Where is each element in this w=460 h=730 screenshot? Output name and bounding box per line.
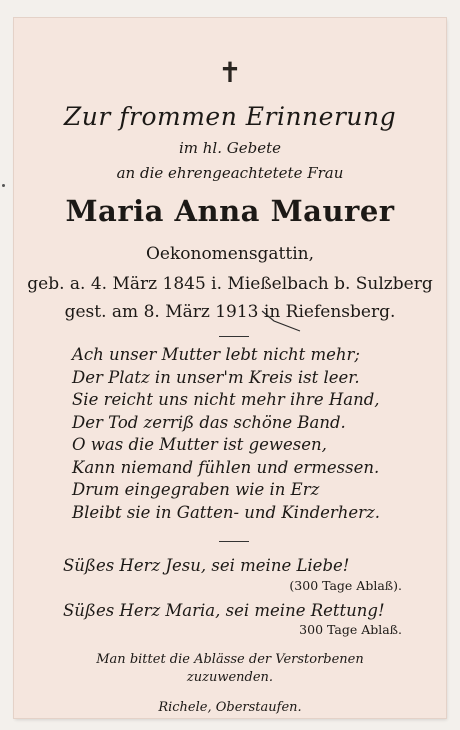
poem-line: Kann niemand fühlen und ermessen.	[72, 457, 380, 477]
dedication-line: an die ehrengeachtetete Frau	[116, 164, 344, 182]
paper-speck	[2, 184, 5, 187]
prayer-sacred-heart-mary: Süßes Herz Maria, sei meine Rettung!	[63, 601, 385, 620]
prayer-intro: im hl. Gebete	[178, 139, 282, 157]
divider-top	[219, 336, 249, 337]
poem-line: Sie reicht uns nicht mehr ihre Hand,	[72, 390, 380, 409]
deceased-name: Maria Anna Maurer	[65, 194, 395, 228]
occupation: Oekonomensgattin,	[145, 244, 315, 264]
pen-correction-mark	[260, 309, 308, 339]
poem-line: O was die Mutter ist gewesen,	[72, 435, 327, 454]
memorial-poem	[72, 344, 432, 524]
indulgence-request: Man bittet die Ablässe der Verstorbenen	[96, 652, 364, 667]
memorial-card	[14, 18, 446, 718]
poem-line: Ach unser Mutter lebt nicht mehr;	[72, 345, 360, 364]
death-line: gest. am 8. März 1913 in Riefensberg.	[64, 302, 396, 322]
prayer-sacred-heart-jesus: Süßes Herz Jesu, sei meine Liebe!	[63, 556, 350, 575]
poem-line: Der Tod zerriß das schöne Band.	[72, 412, 346, 432]
birth-line: geb. a. 4. März 1845 i. Mießelbach b. Sulzberg	[27, 274, 433, 294]
divider-bottom	[219, 541, 249, 542]
indulgence-request-cont: zuzuwenden.	[186, 670, 274, 685]
poem-line: Bleibt sie in Gatten- und Kinderherz.	[72, 502, 380, 522]
poem-line: Drum eingegraben wie in Erz	[72, 480, 320, 499]
indulgence-note: 300 Tage Ablaß.	[299, 622, 402, 637]
card-heading: Zur frommen Erinnerung	[63, 102, 397, 131]
cross-icon: ✝	[218, 56, 242, 89]
indulgence-note: (300 Tage Ablaß).	[289, 578, 402, 593]
printer-imprint: Richele, Oberstaufen.	[158, 700, 302, 715]
poem-line: Der Platz in unser'm Kreis ist leer.	[72, 367, 360, 387]
